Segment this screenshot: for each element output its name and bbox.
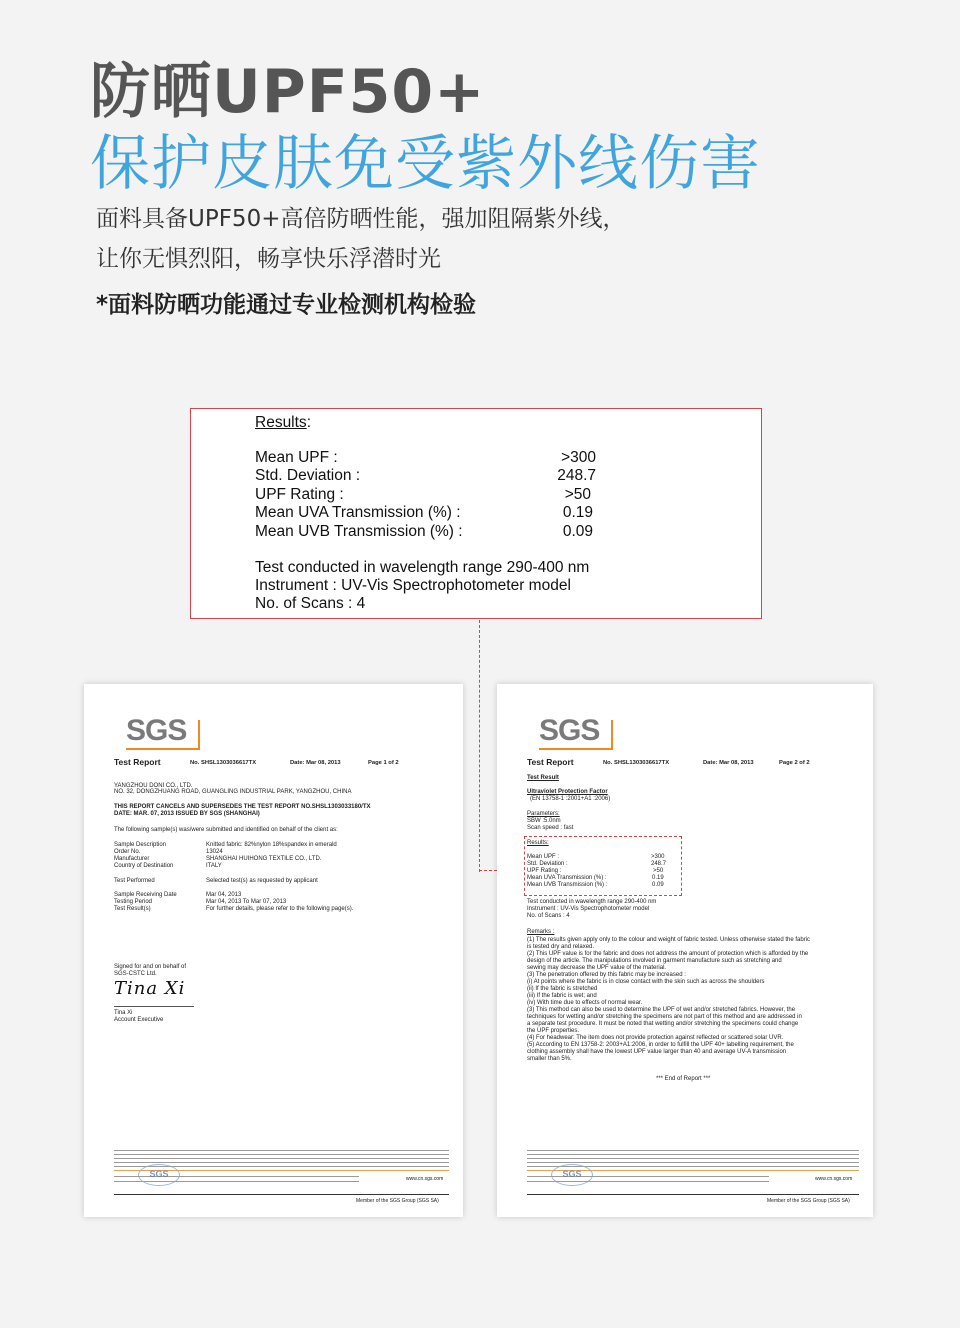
result-value: 248.7 (651, 861, 667, 867)
end-of-report: *** End of Report *** (656, 1076, 711, 1082)
date-value: For further details, please refer to the following page(s). (206, 906, 354, 912)
footer-rule (527, 1194, 859, 1195)
sgs-website: www.cn.sgs.com (406, 1176, 444, 1182)
result-label: Mean UVB Transmission (%) : (527, 882, 608, 888)
report-date: Date: Mar 08, 2013 (290, 760, 341, 766)
field-value: Knitted fabric: 82%nylon 18%spandex in emerald (206, 842, 337, 848)
sample-intro: The following sample(s) was/were submitted and identified on behalf of the client as: (114, 827, 338, 833)
date-label: Testing Period (114, 899, 153, 905)
date-label: Test Result(s) (114, 906, 151, 912)
remark-line: a separate test procedure. It must be noted that wetting and/or stretching the specimens could change (527, 1021, 799, 1027)
result-label: Mean UVA Transmission (%) : (255, 504, 461, 521)
remark-line: (3) The penetration offered by this fabric may be increased : (527, 972, 686, 978)
remarks-heading: Remarks : (527, 929, 555, 935)
results-heading: Results: (527, 840, 549, 846)
scans-line: No. of Scans : 4 (255, 595, 366, 612)
report-title: Test Report (527, 757, 574, 767)
remark-line: (4) For headwear: The item does not provide protection against reflected or scattered solar UVR. (527, 1035, 784, 1041)
field-label: Manufacturer (114, 856, 150, 862)
remark-line: the UPF properties. (527, 1028, 580, 1034)
report-page-1 (84, 684, 463, 1217)
footer-rule (114, 1194, 449, 1195)
test-performed-label: Test Performed (114, 878, 155, 884)
remark-line: (2) This UPF value is for the fabric and does not address the amount of protection which is afforded by the (527, 951, 809, 957)
headline-protect-skin: 保护皮肤免受紫外线伤害 (90, 129, 761, 199)
result-value: 0.19 (652, 875, 664, 881)
remark-line: sewing may decrease the UPF value of the material. (527, 965, 667, 971)
field-label: Sample Description (114, 842, 167, 848)
test-range-line: Test conducted in wavelength range 290-400 nm (255, 559, 590, 576)
remark-line: (3) This method can also be used to determine the UPF of wet and/or stretched fabrics. However, the (527, 1007, 796, 1013)
remark-line: techniques for wetting and/or stretching the specimens are not part of this method and are addressed in (527, 1014, 802, 1020)
result-value: 248.7 (557, 467, 596, 484)
signer-title: Account Executive (114, 1017, 164, 1023)
remark-line: design of the article. The manipulations involved in garment manufacture such as stretching and (527, 958, 782, 964)
remark-line: is tested dry and relaxed. (527, 944, 595, 950)
results-zoom-panel (190, 408, 762, 619)
instrument-line: Instrument : UV-Vis Spectrophotometer model (255, 577, 571, 594)
test-range-line: Test conducted in wavelength range 290-400 nm (527, 899, 657, 905)
description-line-2: 让你无惧烈阳，畅享快乐浮潜时光 (96, 246, 441, 272)
upf-heading: Ultraviolet Protection Factor (527, 789, 608, 795)
parameter-line: SBW :5.0nm (527, 818, 561, 824)
parameter-line: Scan speed : fast (527, 825, 574, 831)
sgs-member-line: Member of the SGS Group (SGS SA) (356, 1198, 439, 1204)
remark-line: (i) At points where the fabric is in close contact with the skin such as across the shoulders (527, 979, 765, 985)
field-value: 13024 (206, 849, 223, 855)
result-value: >300 (651, 854, 665, 860)
instrument-line: Instrument : UV-Vis Spectrophotometer model (527, 906, 650, 912)
sgs-website: www.cn.sgs.com (815, 1176, 853, 1182)
remark-line: clothing assembly shall have the lowest UPF value larger than 40 and average UV-A transmission (527, 1049, 787, 1055)
report-page-2 (497, 684, 873, 1217)
sgs-stamp: SGS (551, 1164, 593, 1186)
result-value: >300 (561, 449, 596, 466)
scans-line: No. of Scans : 4 (527, 913, 570, 919)
signature-line (114, 1006, 194, 1007)
report-title: Test Report (114, 757, 161, 767)
result-value: 0.09 (652, 882, 664, 888)
result-value: 0.19 (562, 504, 593, 521)
result-label: UPF Rating : (527, 868, 562, 874)
signer-name: Tina Xi (114, 1010, 133, 1016)
remark-line: (5) According to EN 13758-2: 2003+A1:2006, in order to fulfill the UPF 40+ labelling requirement, the (527, 1042, 794, 1048)
sgs-stamp: SGS (138, 1164, 180, 1186)
certification-note: *面料防晒功能通过专业检测机构检验 (96, 292, 477, 318)
headline-upf: 防晒UPF50+ (90, 57, 486, 127)
field-label: Order No. (114, 849, 141, 855)
handwritten-signature: Tina Xi (114, 978, 186, 999)
result-label: Mean UVB Transmission (%) : (255, 523, 463, 540)
results-title: Results: (255, 414, 311, 431)
result-value: >50 (653, 868, 664, 874)
client-name: YANGZHOU DONI CO., LTD. (114, 783, 193, 789)
date-value: Mar 04, 2013 (206, 892, 242, 898)
result-label: Mean UVA Transmission (%) : (527, 875, 607, 881)
signed-company: SGS-CSTC Ltd. (114, 971, 157, 977)
connector-vertical-line (479, 620, 480, 872)
sgs-logo: SGS (126, 714, 187, 747)
description-line-1: 面料具备UPF50+高倍防晒性能，强加阻隔紫外线， (96, 206, 626, 232)
result-label: Std. Deviation : (527, 861, 568, 867)
remark-line: (1) The results given apply only to the colour and weight of fabric tested. Unless otherwise stated the fabric (527, 937, 811, 943)
result-label: Mean UPF : (255, 449, 338, 466)
report-number: No. SHSL1303036617TX (190, 760, 257, 766)
supersede-date: DATE: MAR. 07, 2013 ISSUED BY SGS (SHANGHAI) (114, 811, 260, 817)
report-page-number: Page 2 of 2 (779, 760, 810, 766)
result-label: Mean UPF : (527, 854, 560, 860)
report-date: Date: Mar 08, 2013 (703, 760, 754, 766)
test-performed-value: Selected test(s) as requested by applicant (206, 878, 318, 884)
sgs-logo: SGS (539, 714, 600, 747)
field-label: Country of Destination (114, 863, 174, 869)
date-label: Sample Receiving Date (114, 892, 177, 898)
result-value: >50 (564, 486, 591, 503)
sgs-member-line: Member of the SGS Group (SGS SA) (767, 1198, 850, 1204)
test-result-heading: Test Result (527, 775, 559, 781)
date-value: Mar 04, 2013 To Mar 07, 2013 (206, 899, 287, 905)
result-value: 0.09 (562, 523, 593, 540)
result-label: Std. Deviation : (255, 467, 361, 484)
supersede-notice: THIS REPORT CANCELS AND SUPERSEDES THE TEST REPORT NO.SHSL1303033180/TX (114, 804, 371, 810)
remark-line: smaller than 5%. (527, 1056, 572, 1062)
client-address: NO. 32, DONGZHUANG ROAD, GUANGLING INDUSTRIAL PARK, YANGZHOU, CHINA (114, 789, 352, 795)
field-value: ITALY (206, 863, 222, 869)
report-number: No. SHSL1303036617TX (603, 760, 670, 766)
remark-line: (iii) If the fabric is wet; and (527, 993, 597, 999)
field-value: SHANGHAI HUIHONG TEXTILE CO., LTD. (206, 856, 322, 862)
report-page-number: Page 1 of 2 (368, 760, 399, 766)
parameters-heading: Parameters: (527, 811, 560, 817)
remark-line: (ii) If the fabric is stretched (527, 986, 598, 992)
signed-on-behalf: Signed for and on behalf of (114, 964, 187, 970)
remark-line: (iv) With time due to effects of normal wear. (527, 1000, 643, 1006)
upf-standard: (EN 13758-1 :2001+A1 :2006) (530, 796, 611, 802)
result-label: UPF Rating : (255, 486, 344, 503)
